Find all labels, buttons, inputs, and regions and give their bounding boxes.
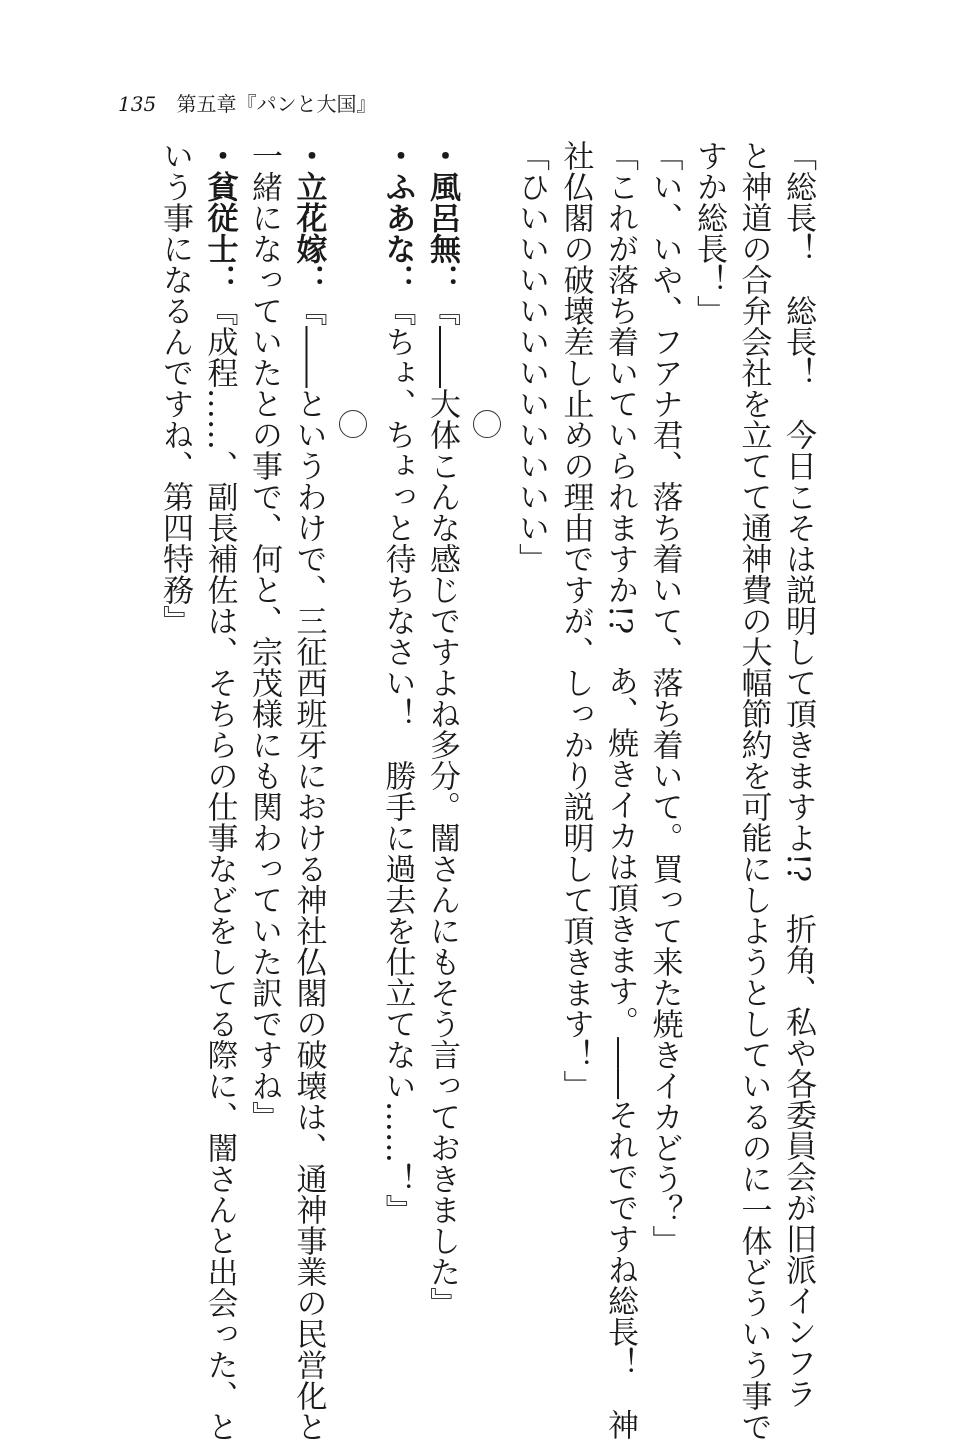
chat-speaker-4: ・貧従士： bbox=[201, 140, 238, 295]
paragraph-1-line-2: と神道の合弁会社を立てて通神費の大幅節約を可能にしようとしているのに一体どういう事で bbox=[735, 140, 772, 1442]
chat-text-4a: 『成程……、副長補佐は、そちらの仕事などをしてる際に、闇さんと出会った、と bbox=[201, 295, 238, 1442]
section-break-circle-1 bbox=[464, 140, 509, 1320]
vertical-text-body bbox=[100, 140, 820, 1442]
chat-line-4 bbox=[197, 140, 242, 1442]
chat-text-1: 『――大体こんな感じですよね多分。闇さんにもそう言っておきました』 bbox=[424, 295, 460, 1318]
chat-speaker-2: ・ふあな： bbox=[379, 140, 416, 295]
paragraph-3-line-1: 「これが落ち着いていられますか!? あ、焼きイカは頂きます。――それでですね総長！ 神 bbox=[602, 140, 638, 1441]
chapter-title: 第五章『パンと大国』 bbox=[176, 92, 377, 116]
paragraph-1-line-3: すか総長！」 bbox=[691, 140, 727, 326]
chat-speaker-3: ・立花嫁： bbox=[290, 140, 327, 295]
paragraph-3-line-2: 社仏閣の破壊差し止めの理由ですが、しっかり説明して頂きます！」 bbox=[557, 140, 594, 1101]
page-number: 135 bbox=[118, 92, 157, 116]
paragraph-4-line-1: 「ひいいいいいいいいいいい」 bbox=[513, 140, 549, 574]
chat-line-2 bbox=[375, 140, 420, 1320]
circle-ornament-icon bbox=[339, 410, 367, 438]
running-header bbox=[118, 88, 377, 117]
paragraph-1-line-1: 「総長！ 総長！ 今日こそは説明して頂きますよ!? 折角、私や各委員会が旧派インフラ bbox=[780, 140, 816, 1410]
chat-speaker-1: ・風呂無： bbox=[424, 140, 460, 295]
chat-line-1 bbox=[420, 140, 465, 1320]
chat-line-4-cont bbox=[153, 140, 198, 1320]
chat-text-4b: いう事になるんですね、第四特務』 bbox=[157, 140, 193, 636]
chat-line-3 bbox=[286, 140, 331, 1442]
chat-text-3a: 『――というわけで、三征西班牙における神社仏閣の破壊は、通神事業の民営化と bbox=[290, 295, 327, 1442]
circle-ornament-icon bbox=[473, 410, 501, 438]
chat-text-2: 『ちょ、ちょっと待ちなさい！ 勝手に過去を仕立てない……！』 bbox=[379, 295, 416, 1225]
chat-text-3b: 一緒になっていたとの事で、何と、宗茂様にも関わっていた訳ですね』 bbox=[246, 140, 282, 1132]
paragraph-2-line-1: 「い、いや、フアナ君、落ち着いて、落ち着いて。買って来た焼きイカどう？」 bbox=[646, 140, 683, 1256]
section-break-circle-2 bbox=[331, 140, 376, 1320]
chat-line-3-cont bbox=[242, 140, 287, 1320]
